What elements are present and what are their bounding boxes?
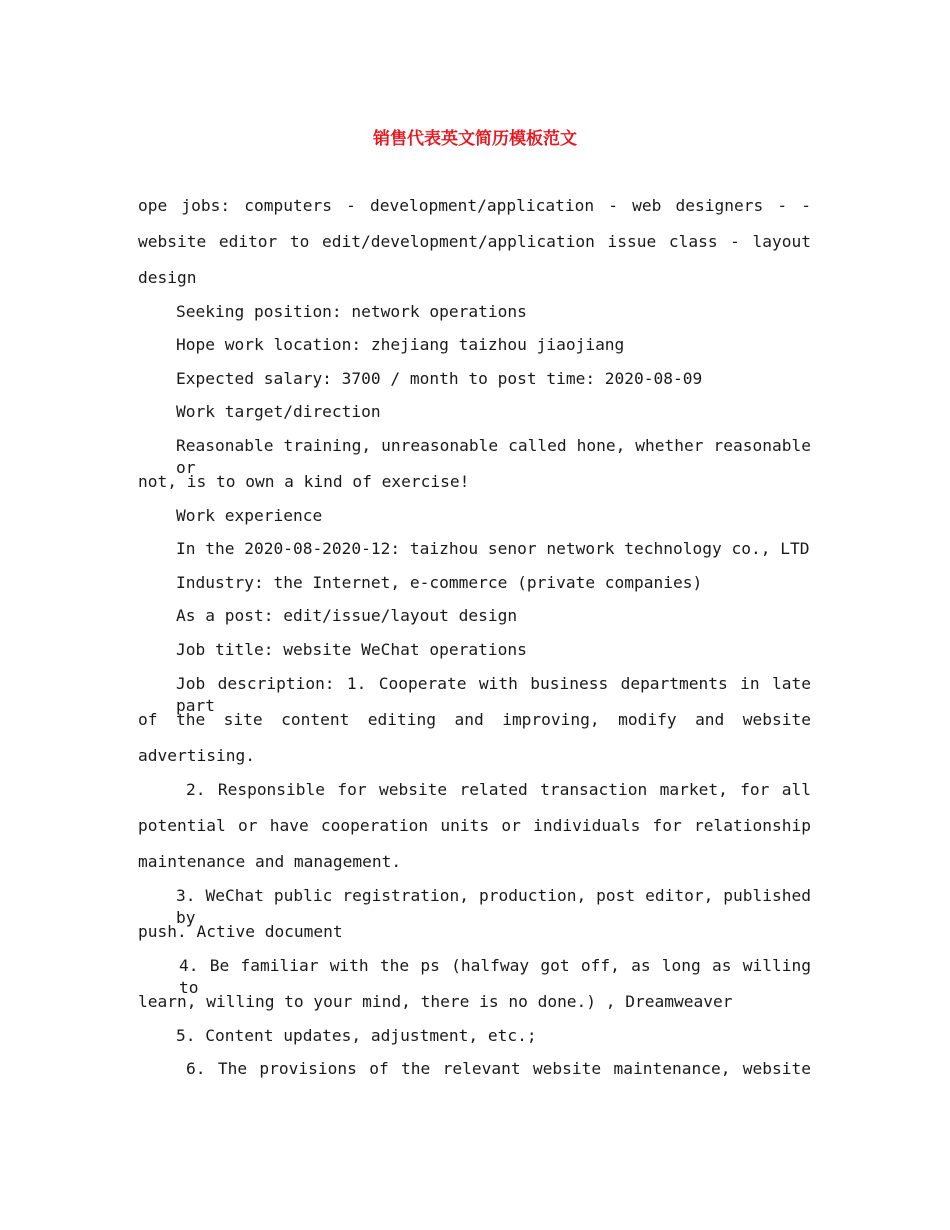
body-line: design — [138, 268, 197, 287]
body-line: learn, willing to your mind, there is no done.) , Dreamweaver — [138, 992, 733, 1011]
body-line: Job title: website WeChat operations — [176, 640, 527, 659]
body-line: ope jobs: computers - development/application - web designers - - — [138, 196, 811, 215]
body-line: Expected salary: 3700 / month to post time: 2020-08-09 — [176, 369, 703, 388]
document-title: 销售代表英文简历模板范文 — [373, 129, 577, 149]
body-line: of the site content editing and improving, modify and website — [138, 710, 811, 729]
body-line: push. Active document — [138, 922, 343, 941]
body-line: not, is to own a kind of exercise! — [138, 472, 470, 491]
body-line: As a post: edit/issue/layout design — [176, 606, 518, 625]
body-line: potential or have cooperation units or individuals for relationship — [138, 816, 811, 835]
section-heading: Work target/direction — [176, 402, 381, 421]
body-line: 4. Be familiar with the ps (halfway got off, as long as willing to — [179, 956, 811, 997]
body-line: 2. Responsible for website related transaction market, for all — [186, 780, 811, 799]
body-line: website editor to edit/development/application issue class - layout — [138, 232, 811, 251]
body-line: maintenance and management. — [138, 852, 402, 871]
body-line: Job description: 1. Cooperate with business departments in late part — [176, 674, 811, 715]
body-line: Seeking position: network operations — [176, 302, 527, 321]
body-line: Hope work location: zhejiang taizhou jiaojiang — [176, 335, 625, 354]
body-line: advertising. — [138, 746, 255, 765]
body-line: 6. The provisions of the relevant website maintenance, website — [186, 1059, 811, 1078]
body-line: Reasonable training, unreasonable called hone, whether reasonable or — [176, 436, 811, 477]
body-line: 5. Content updates, adjustment, etc.; — [176, 1026, 537, 1045]
body-line: In the 2020-08-2020-12: taizhou senor network technology co., LTD — [176, 539, 810, 558]
body-line: 3. WeChat public registration, production, post editor, published by — [176, 886, 811, 927]
section-heading: Work experience — [176, 506, 323, 525]
body-line: Industry: the Internet, e-commerce (private companies) — [176, 573, 703, 592]
